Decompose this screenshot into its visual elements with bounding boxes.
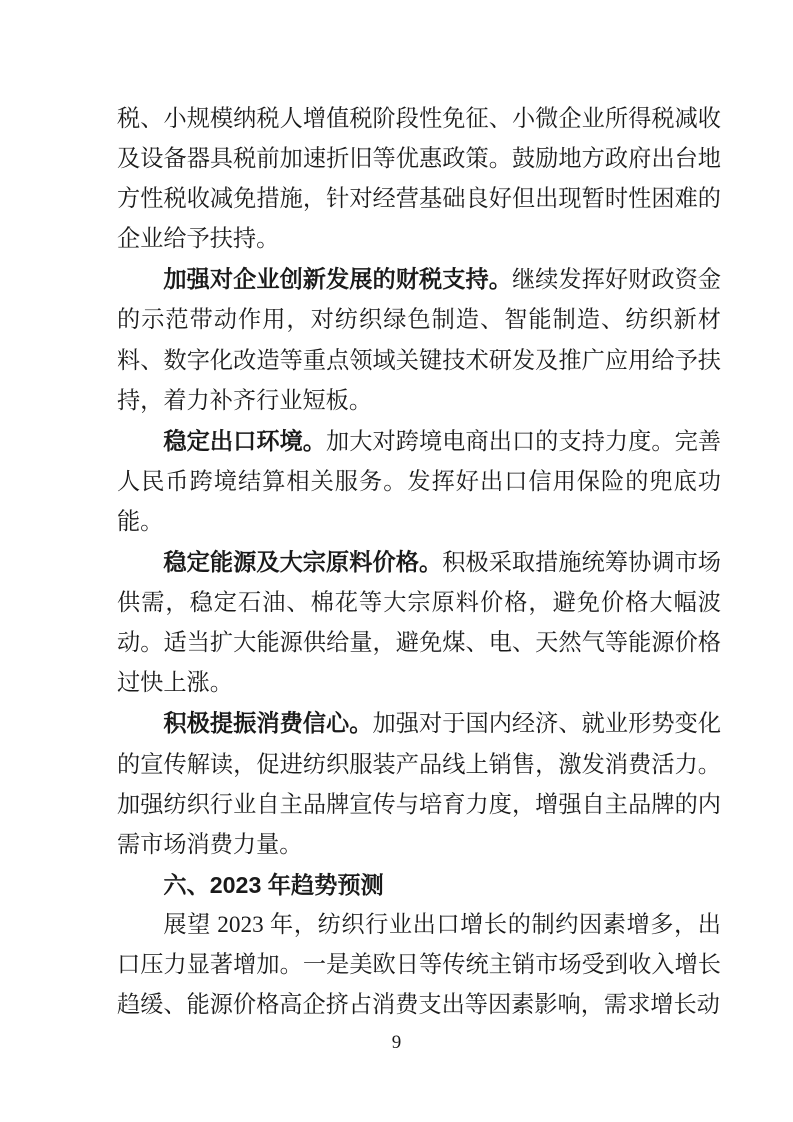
- paragraph-lead: 积极提振消费信心。: [163, 710, 373, 737]
- document-body: [117, 99, 721, 1025]
- paragraph: 积极提振消费信心。加强对于国内经济、就业形势变化的宣传解读，促进纺织服装产品线上销售，激发消费活力。加强纺织行业自主品牌宣传与培育力度，增强自主品牌的内需市场消费力量。: [117, 710, 722, 858]
- paragraph: 稳定出口环境。加大对跨境电商出口的支持力度。完善人民币跨境结算相关服务。发挥好出口信用保险的兜底功能。: [117, 427, 722, 535]
- heading-text: 六、2023 年趋势预测: [163, 871, 384, 898]
- section-heading: [117, 865, 721, 905]
- paragraph-lead: 加强对企业创新发展的财税支持。: [163, 266, 512, 293]
- paragraph-lead: 稳定能源及大宗原料价格。: [163, 549, 443, 576]
- paragraph-lead: 稳定出口环境。: [163, 427, 327, 454]
- paragraph: 稳定能源及大宗原料价格。积极采取措施统筹协调市场供需，稳定石油、棉花等大宗原料价格，避免价格大幅波动。适当扩大能源供给量，避免煤、电、天然气等能源价格过快上涨。: [117, 549, 721, 697]
- paragraph: 展望 2023 年，纺织行业出口增长的制约因素增多，出口压力显著增加。一是美欧日等传统主销市场受到收入增长趋缓、能源价格高企挤占消费支出等因素影响，需求增长动: [117, 911, 721, 1019]
- paragraph: 税、小规模纳税人增值税阶段性免征、小微企业所得税减收及设备器具税前加速折旧等优惠政策。鼓励地方政府出台地方性税收减免措施，针对经营基础良好但出现暂时性困难的企业给予扶持。: [117, 106, 721, 253]
- paragraph: 加强对企业创新发展的财税支持。继续发挥好财政资金的示范带动作用，对纺织绿色制造、智能制造、纺织新材料、数字化改造等重点领域关键技术研发及推广应用给予扶持，着力补齐行业短板。: [117, 266, 722, 414]
- page-number: 9: [391, 1032, 402, 1053]
